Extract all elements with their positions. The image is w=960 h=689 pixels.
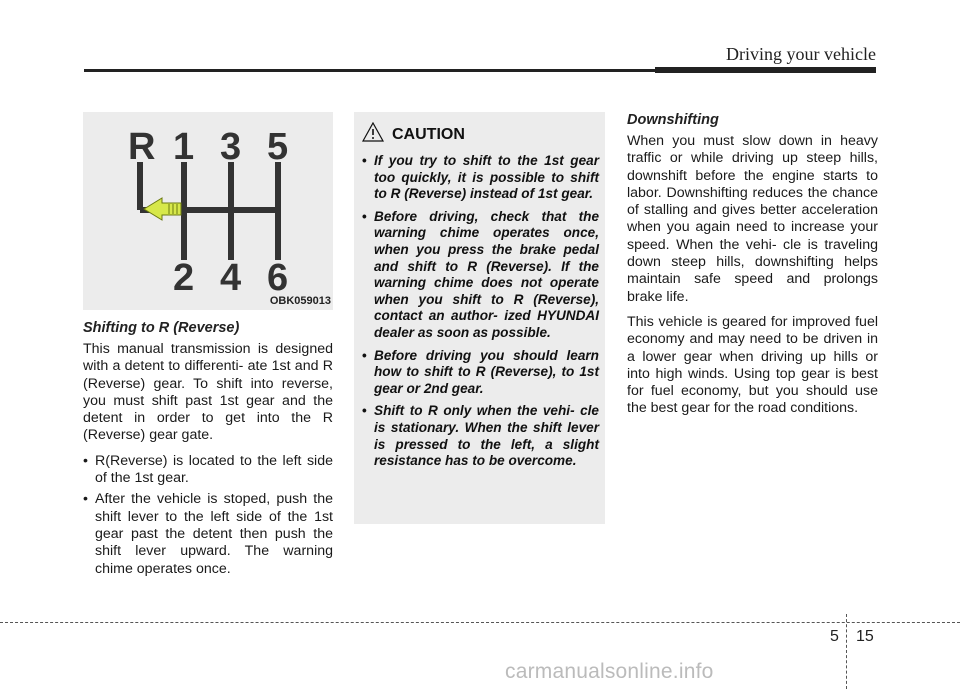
downshifting-paragraph-1: When you must slow down in heavy traffic or while driving up steep hills, downshift before the engine starts to labor. Downshifting reduces the chance of stalling and gives better acceleration when you again need to increase your speed. When the vehi- cle is traveling down steep hills, downshifting helps maintain safe speed and prolongs brake life. [627, 133, 878, 305]
gear-label-r: R [128, 126, 156, 168]
caution-header [362, 122, 599, 147]
column-middle [354, 112, 605, 524]
shifting-paragraph: This manual transmission is designed with a detent to differenti- ate 1st and R (Reverse) gear. To shift into reverse, you must shift past 1st gear and the detent in order to get into the R (Reverse) gear gate. [83, 341, 333, 444]
footer-divider [0, 622, 960, 623]
caution-title: CAUTION [392, 125, 465, 143]
gear-label-4: 4 [220, 257, 242, 299]
section-title-downshifting: Downshifting [627, 112, 719, 128]
section-number: 5 [830, 628, 839, 645]
shifting-bullets [83, 453, 333, 578]
downshifting-paragraph-2: This vehicle is geared for improved fuel economy and may need to be driven in a lower gear when driving up hills or into high winds. Using top gear is best for fuel economy, but you should use the best gear for the road conditions. [627, 313, 878, 417]
list-item: • Shift to R only when the vehi- cle is stationary. When the shift lever is pressed to the left, a slight resistance has to be overcome. [362, 403, 599, 469]
column-right [627, 112, 878, 426]
gear-shift-diagram [83, 112, 333, 310]
section-title-shifting: Shifting to R (Reverse) [83, 320, 240, 336]
gear-label-2: 2 [173, 257, 195, 299]
running-header: Driving your vehicle [726, 44, 876, 64]
list-item: • R(Reverse) is located to the left side of the 1st gear. [83, 453, 333, 488]
shift-pattern-graphic [83, 112, 333, 310]
page-number: 15 [856, 628, 874, 645]
footer-vertical-divider [846, 614, 847, 689]
watermark: carmanualsonline.info [505, 660, 714, 683]
gear-label-6: 6 [267, 257, 289, 299]
list-item: • Before driving you should learn how to shift to R (Reverse), to 1st gear or 2nd gear. [362, 348, 599, 398]
list-item: • If you try to shift to the 1st gear too quickly, it is possible to shift to R (Reverse) instead of 1st gear. [362, 153, 599, 203]
caution-box [354, 112, 605, 524]
figure-code: OBK059013 [269, 295, 331, 307]
warning-triangle-icon [362, 122, 384, 147]
column-left [83, 112, 333, 582]
gear-label-3: 3 [220, 126, 242, 168]
gear-label-1: 1 [173, 126, 195, 168]
list-item: • Before driving, check that the warning chime operates once, when you press the brake pedal and shift to R (Reverse). If the warning chime does not operate when you shift to R (Reverse), contact an author- ized HYUNDAI dealer as soon as possible. [362, 209, 599, 342]
caution-list [362, 153, 599, 470]
gear-label-5: 5 [267, 126, 289, 168]
list-item: • After the vehicle is stoped, push the shift lever to the left side of the 1st gear past the detent then push the shift lever upward. The warning chime operates once. [83, 491, 333, 577]
header-rule-accent [655, 67, 876, 73]
